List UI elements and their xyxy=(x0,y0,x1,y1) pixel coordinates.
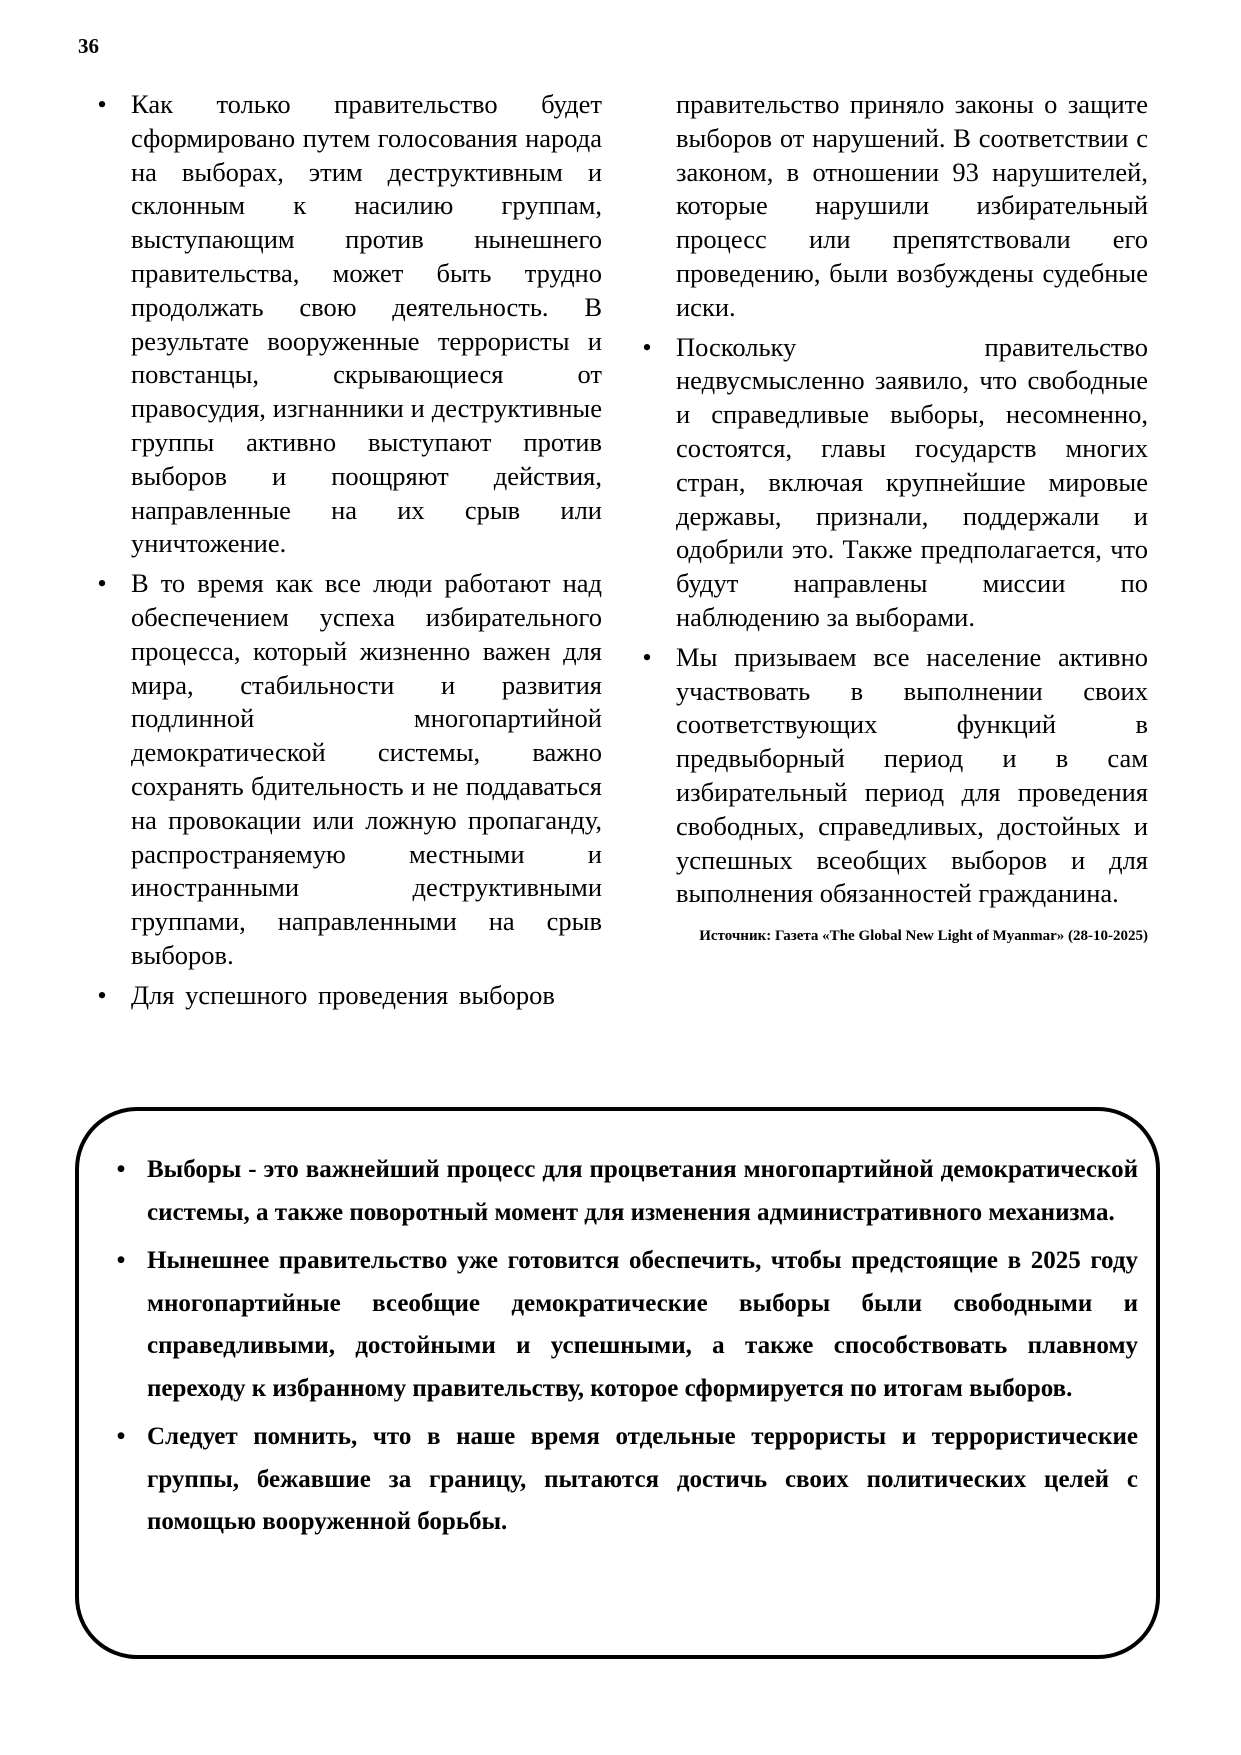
list-item-text: правительство приняло законы о защите выборов от нарушений. В соответствии с законом, в отношении 93 нарушителей, которые нарушили избирательный процесс или препятствовали его проведению, были возбуждены судебные иски. xyxy=(676,89,1148,322)
bullet-icon: • xyxy=(642,641,652,672)
list-item xyxy=(92,88,602,561)
source-citation: Источник: Газета «The Global New Light of Myanmar» (28-10-2025) xyxy=(699,928,1148,945)
summary-item xyxy=(111,1240,1138,1410)
bullet-icon: • xyxy=(97,568,107,599)
right-column xyxy=(637,88,1148,945)
list-item xyxy=(637,641,1148,911)
list-item xyxy=(637,331,1148,635)
page-number: 36 xyxy=(78,34,99,58)
list-item-text: Поскольку правительство недвусмысленно заявило, что свободные и справедливые выборы, несомненно, состоятся, главы государств многих стран, включая крупнейшие мировые державы, признали, поддержали и одобрили это. Также предполагается, что будут направлены миссии по наблюдению за выборами. xyxy=(676,331,1148,632)
list-item-text: Для успешного проведения выборов xyxy=(131,979,555,1010)
summary-bullet-list xyxy=(111,1149,1138,1550)
bullet-icon: • xyxy=(116,1156,126,1183)
summary-item xyxy=(111,1416,1138,1544)
list-item xyxy=(92,979,602,1013)
bullet-icon: • xyxy=(116,1423,126,1450)
bullet-icon: • xyxy=(642,331,652,362)
right-bullet-list xyxy=(637,88,1148,911)
list-item-text: В то время как все люди работают над обеспечением успеха избирательного процесса, который жизненно важен для мира, стабильности и развития подлинной многопартийной демократической системы, важно сохранять бдительность и не поддаваться на провокации или ложную пропаганду, распространяемую местными и иностранными деструктивными группами, направленными на срыв выборов. xyxy=(131,568,602,970)
summary-item-text: Нынешнее правительство уже готовится обеспечить, чтобы предстоящие в 2025 году многопартийные всеобщие демократические выборы были свободными и справедливыми, достойными и успешными, а также способствовать плавному переходу к избранному правительству, которое сформируется по итогам выборов. xyxy=(147,1247,1138,1402)
list-item-text: Мы призываем все население активно участвовать в выполнении своих соответствующих функций в предвыборный период и в сам избирательный период для проведения свободных, справедливых, достойных и успешных всеобщих выборов и для выполнения обязанностей гражданина. xyxy=(676,641,1148,909)
bullet-icon: • xyxy=(97,89,107,119)
bullet-icon: • xyxy=(116,1247,126,1274)
left-bullet-list xyxy=(92,88,602,1013)
bullet-icon: • xyxy=(97,979,107,1010)
summary-box xyxy=(75,1107,1160,1659)
list-item xyxy=(92,567,602,973)
list-item-continuation xyxy=(637,88,1148,325)
left-column xyxy=(92,88,602,1019)
list-item-text: Как только правительство будет сформировано путем голосования народа на выборах, этим деструктивным и склонным к насилию группам, выступающим против нынешнего правительства, может быть трудно продолжать свою деятельность. В результате вооруженные террористы и повстанцы, скрывающиеся от правосудия, изгнанники и деструктивные группы активно выступают против выборов и поощряют действия, направленные на их срыв или уничтожение. xyxy=(131,89,602,559)
summary-item-text: Выборы - это важнейший процесс для процветания многопартийной демократической системы, а также поворотный момент для изменения административного механизма. xyxy=(147,1156,1138,1226)
summary-item xyxy=(111,1149,1138,1234)
summary-item-text: Следует помнить, что в наше время отдельные террористы и террористические группы, бежавшие за границу, пытаются достичь своих политических целей с помощью вооруженной борьбы. xyxy=(147,1423,1138,1535)
